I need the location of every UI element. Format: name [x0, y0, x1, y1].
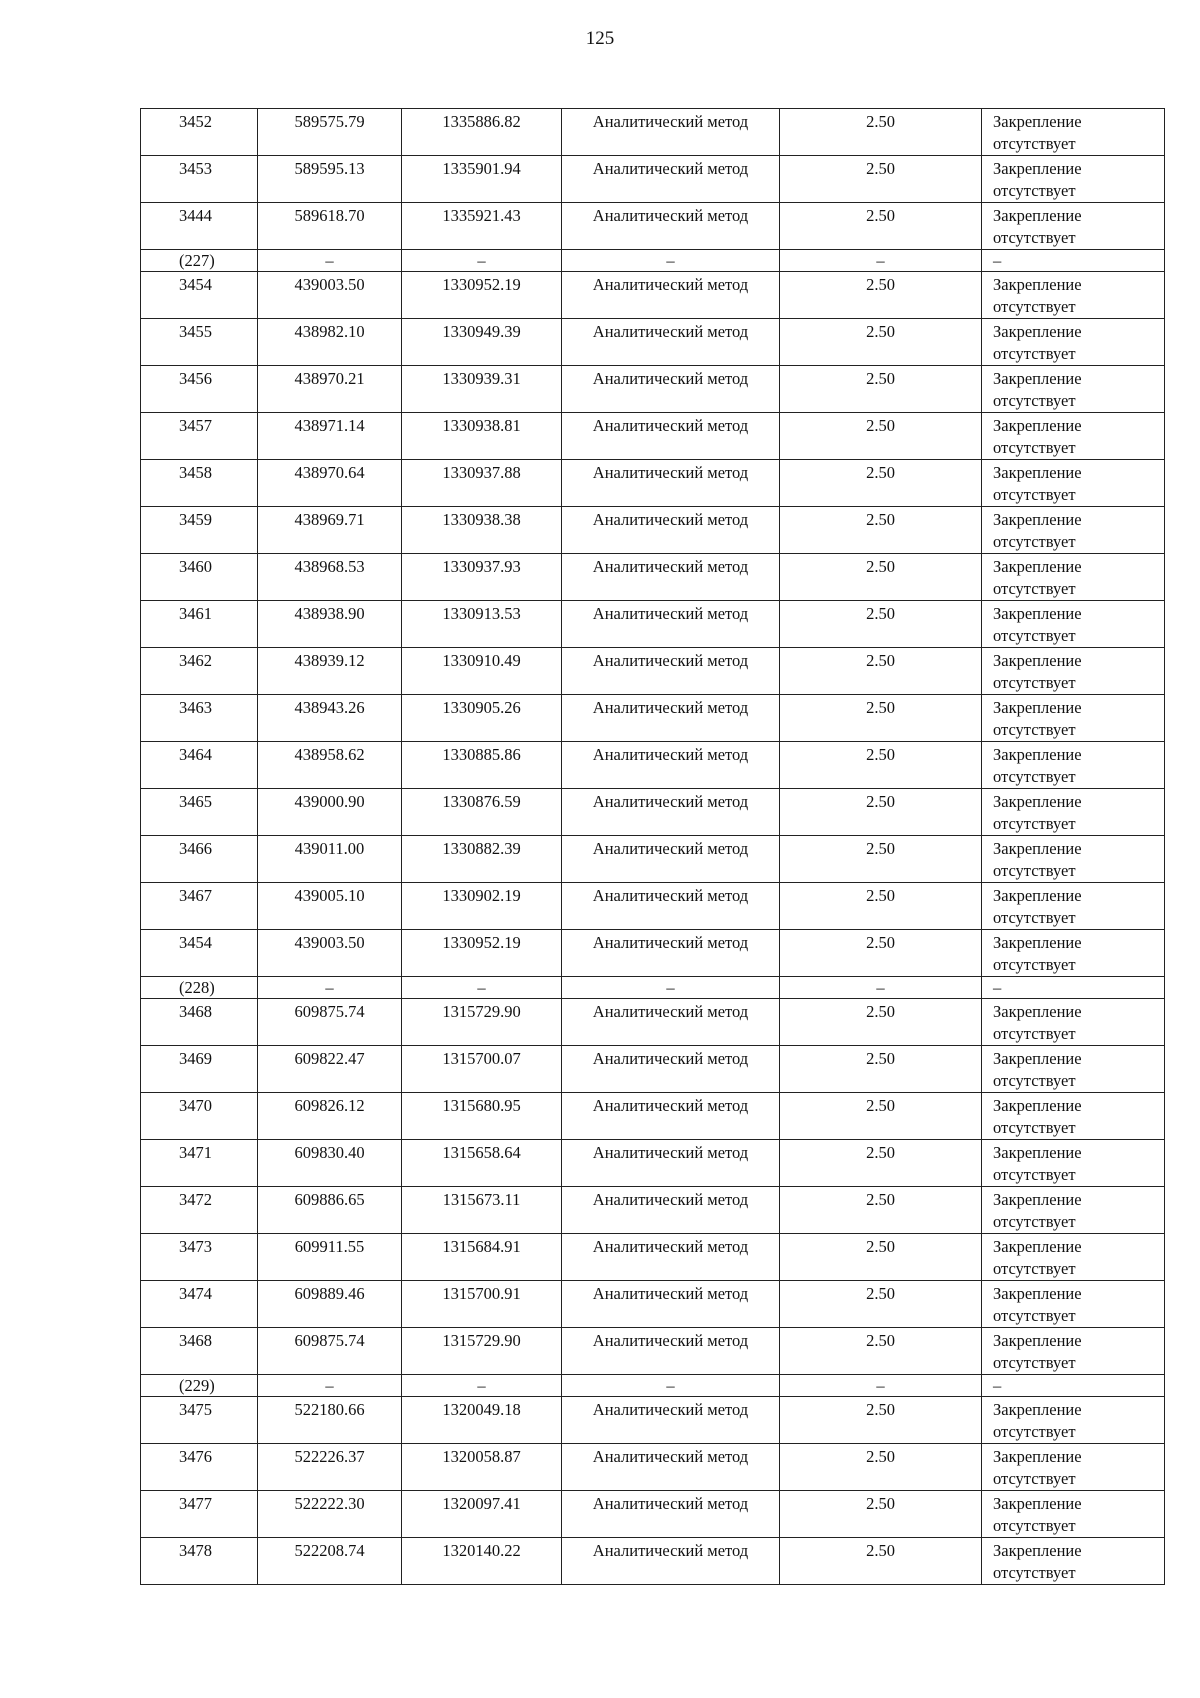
cell-fixing-description: Закрепление отсутствует	[982, 1046, 1165, 1093]
cell-coord-x: 439000.90	[258, 789, 402, 836]
cell-method: Аналитический метод	[562, 1328, 780, 1375]
cell-point-number: 3459	[141, 507, 258, 554]
table-row	[141, 460, 1165, 507]
table-row	[141, 648, 1165, 695]
cell-fixing-description: Закрепление отсутствует	[982, 507, 1165, 554]
cell-point-number: 3473	[141, 1234, 258, 1281]
cell-accuracy: 2.50	[780, 1538, 982, 1585]
cell-point-number: 3467	[141, 883, 258, 930]
cell-method: Аналитический метод	[562, 413, 780, 460]
cell-fixing-description: Закрепление отсутствует	[982, 1397, 1165, 1444]
table-row	[141, 1281, 1165, 1328]
cell-coord-y: –	[402, 250, 562, 272]
cell-coord-y: 1315680.95	[402, 1093, 562, 1140]
cell-coord-x: 609886.65	[258, 1187, 402, 1234]
cell-coord-y: 1315700.07	[402, 1046, 562, 1093]
cell-coord-x: 438968.53	[258, 554, 402, 601]
table-row	[141, 109, 1165, 156]
cell-fixing-description: Закрепление отсутствует	[982, 1444, 1165, 1491]
cell-coord-x: 522226.37	[258, 1444, 402, 1491]
cell-coord-x: 438939.12	[258, 648, 402, 695]
table-row	[141, 554, 1165, 601]
cell-accuracy: 2.50	[780, 1281, 982, 1328]
cell-accuracy: 2.50	[780, 999, 982, 1046]
cell-fixing-description: Закрепление отсутствует	[982, 319, 1165, 366]
cell-accuracy: 2.50	[780, 1046, 982, 1093]
cell-fixing-description: Закрепление отсутствует	[982, 203, 1165, 250]
cell-method: Аналитический метод	[562, 999, 780, 1046]
cell-point-number: 3460	[141, 554, 258, 601]
table-row	[141, 1328, 1165, 1375]
cell-accuracy: 2.50	[780, 1328, 982, 1375]
cell-coord-x: 609889.46	[258, 1281, 402, 1328]
cell-fixing-description: Закрепление отсутствует	[982, 1328, 1165, 1375]
cell-point-number: 3468	[141, 999, 258, 1046]
cell-coord-y: 1330913.53	[402, 601, 562, 648]
cell-point-number: 3470	[141, 1093, 258, 1140]
cell-coord-y: 1330938.81	[402, 413, 562, 460]
cell-fixing-description: Закрепление отсутствует	[982, 1187, 1165, 1234]
table-row	[141, 272, 1165, 319]
cell-point-number: (227)	[141, 250, 258, 272]
cell-accuracy: –	[780, 250, 982, 272]
cell-fixing-description: Закрепление отсутствует	[982, 554, 1165, 601]
cell-coord-x: 609875.74	[258, 1328, 402, 1375]
cell-coord-y: 1330939.31	[402, 366, 562, 413]
cell-accuracy: 2.50	[780, 1093, 982, 1140]
cell-fixing-description: Закрепление отсутствует	[982, 742, 1165, 789]
cell-coord-x: 609822.47	[258, 1046, 402, 1093]
cell-method: Аналитический метод	[562, 507, 780, 554]
cell-method: –	[562, 250, 780, 272]
table-row	[141, 366, 1165, 413]
cell-fixing-description: Закрепление отсутствует	[982, 109, 1165, 156]
cell-fixing-description: Закрепление отсутствует	[982, 1140, 1165, 1187]
cell-coord-y: 1330876.59	[402, 789, 562, 836]
table-row	[141, 601, 1165, 648]
cell-accuracy: 2.50	[780, 742, 982, 789]
cell-accuracy: 2.50	[780, 319, 982, 366]
cell-point-number: 3464	[141, 742, 258, 789]
cell-point-number: 3475	[141, 1397, 258, 1444]
cell-point-number: (228)	[141, 977, 258, 999]
cell-accuracy: –	[780, 1375, 982, 1397]
cell-method: Аналитический метод	[562, 203, 780, 250]
cell-coord-y: 1320058.87	[402, 1444, 562, 1491]
cell-method: Аналитический метод	[562, 930, 780, 977]
cell-coord-y: –	[402, 977, 562, 999]
cell-coord-x: 522180.66	[258, 1397, 402, 1444]
cell-fixing-description: –	[982, 977, 1165, 999]
cell-point-number: 3471	[141, 1140, 258, 1187]
cell-coord-y: 1320049.18	[402, 1397, 562, 1444]
cell-method: Аналитический метод	[562, 1234, 780, 1281]
cell-accuracy: 2.50	[780, 366, 982, 413]
table-row	[141, 1140, 1165, 1187]
cell-coord-y: 1335901.94	[402, 156, 562, 203]
cell-point-number: 3472	[141, 1187, 258, 1234]
cell-point-number: 3469	[141, 1046, 258, 1093]
cell-coord-y: –	[402, 1375, 562, 1397]
cell-coord-y: 1330938.38	[402, 507, 562, 554]
cell-fixing-description: Закрепление отсутствует	[982, 836, 1165, 883]
cell-method: Аналитический метод	[562, 1397, 780, 1444]
cell-point-number: (229)	[141, 1375, 258, 1397]
cell-coord-x: 439003.50	[258, 272, 402, 319]
cell-point-number: 3478	[141, 1538, 258, 1585]
cell-coord-x: 609875.74	[258, 999, 402, 1046]
table-row	[141, 1187, 1165, 1234]
cell-coord-y: 1330902.19	[402, 883, 562, 930]
cell-method: Аналитический метод	[562, 1140, 780, 1187]
cell-accuracy: 2.50	[780, 789, 982, 836]
cell-accuracy: 2.50	[780, 272, 982, 319]
cell-point-number: 3452	[141, 109, 258, 156]
cell-fixing-description: Закрепление отсутствует	[982, 1491, 1165, 1538]
cell-coord-x: 522222.30	[258, 1491, 402, 1538]
group-separator-row	[141, 1375, 1165, 1397]
cell-method: Аналитический метод	[562, 695, 780, 742]
cell-accuracy: 2.50	[780, 1140, 982, 1187]
cell-accuracy: 2.50	[780, 1444, 982, 1491]
cell-accuracy: 2.50	[780, 413, 982, 460]
cell-coord-x: –	[258, 250, 402, 272]
cell-point-number: 3456	[141, 366, 258, 413]
cell-point-number: 3453	[141, 156, 258, 203]
cell-accuracy: 2.50	[780, 156, 982, 203]
cell-method: Аналитический метод	[562, 156, 780, 203]
table-row	[141, 883, 1165, 930]
cell-method: Аналитический метод	[562, 272, 780, 319]
cell-coord-x: 589575.79	[258, 109, 402, 156]
coordinates-table	[140, 108, 1165, 1585]
cell-coord-y: 1320097.41	[402, 1491, 562, 1538]
table-row	[141, 1093, 1165, 1140]
cell-coord-x: 439003.50	[258, 930, 402, 977]
cell-fixing-description: Закрепление отсутствует	[982, 460, 1165, 507]
cell-point-number: 3477	[141, 1491, 258, 1538]
table-row	[141, 319, 1165, 366]
cell-fixing-description: Закрепление отсутствует	[982, 789, 1165, 836]
cell-fixing-description: Закрепление отсутствует	[982, 366, 1165, 413]
cell-coord-y: 1315673.11	[402, 1187, 562, 1234]
cell-coord-x: 438969.71	[258, 507, 402, 554]
table-row	[141, 930, 1165, 977]
cell-method: Аналитический метод	[562, 836, 780, 883]
cell-method: Аналитический метод	[562, 1538, 780, 1585]
cell-fixing-description: Закрепление отсутствует	[982, 930, 1165, 977]
table-row	[141, 695, 1165, 742]
cell-fixing-description: Закрепление отсутствует	[982, 1281, 1165, 1328]
table-row	[141, 1444, 1165, 1491]
table-row	[141, 1234, 1165, 1281]
cell-point-number: 3474	[141, 1281, 258, 1328]
cell-coord-y: 1330949.39	[402, 319, 562, 366]
cell-fixing-description: Закрепление отсутствует	[982, 1093, 1165, 1140]
cell-accuracy: –	[780, 977, 982, 999]
cell-coord-x: –	[258, 977, 402, 999]
cell-fixing-description: –	[982, 250, 1165, 272]
cell-method: –	[562, 1375, 780, 1397]
cell-point-number: 3461	[141, 601, 258, 648]
cell-coord-x: 609826.12	[258, 1093, 402, 1140]
table-row	[141, 999, 1165, 1046]
cell-accuracy: 2.50	[780, 601, 982, 648]
cell-fixing-description: Закрепление отсутствует	[982, 648, 1165, 695]
cell-method: Аналитический метод	[562, 460, 780, 507]
cell-accuracy: 2.50	[780, 1234, 982, 1281]
table-row	[141, 789, 1165, 836]
table-row	[141, 413, 1165, 460]
cell-point-number: 3444	[141, 203, 258, 250]
table-row	[141, 1046, 1165, 1093]
cell-coord-y: 1330937.88	[402, 460, 562, 507]
cell-method: Аналитический метод	[562, 1491, 780, 1538]
cell-coord-x: 589618.70	[258, 203, 402, 250]
cell-point-number: 3465	[141, 789, 258, 836]
cell-point-number: 3476	[141, 1444, 258, 1491]
cell-coord-y: 1330885.86	[402, 742, 562, 789]
cell-method: Аналитический метод	[562, 789, 780, 836]
table-row	[141, 1491, 1165, 1538]
cell-point-number: 3458	[141, 460, 258, 507]
cell-coord-y: 1315658.64	[402, 1140, 562, 1187]
table-row	[141, 1397, 1165, 1444]
cell-method: Аналитический метод	[562, 1187, 780, 1234]
page-number: 125	[585, 28, 615, 49]
cell-coord-x: 438938.90	[258, 601, 402, 648]
cell-coord-y: 1330937.93	[402, 554, 562, 601]
cell-point-number: 3455	[141, 319, 258, 366]
cell-coord-y: 1330952.19	[402, 930, 562, 977]
cell-method: Аналитический метод	[562, 319, 780, 366]
cell-method: Аналитический метод	[562, 109, 780, 156]
cell-coord-x: 438958.62	[258, 742, 402, 789]
cell-coord-y: 1315729.90	[402, 1328, 562, 1375]
cell-accuracy: 2.50	[780, 507, 982, 554]
cell-point-number: 3454	[141, 930, 258, 977]
cell-accuracy: 2.50	[780, 460, 982, 507]
cell-method: Аналитический метод	[562, 1281, 780, 1328]
cell-coord-x: 609830.40	[258, 1140, 402, 1187]
cell-fixing-description: Закрепление отсутствует	[982, 413, 1165, 460]
cell-coord-x: 439011.00	[258, 836, 402, 883]
cell-accuracy: 2.50	[780, 930, 982, 977]
table-row	[141, 203, 1165, 250]
table-row	[141, 836, 1165, 883]
cell-accuracy: 2.50	[780, 695, 982, 742]
cell-fixing-description: Закрепление отсутствует	[982, 883, 1165, 930]
cell-accuracy: 2.50	[780, 648, 982, 695]
cell-accuracy: 2.50	[780, 836, 982, 883]
cell-method: Аналитический метод	[562, 1046, 780, 1093]
cell-accuracy: 2.50	[780, 203, 982, 250]
cell-coord-y: 1315684.91	[402, 1234, 562, 1281]
group-separator-row	[141, 977, 1165, 999]
cell-coord-y: 1330910.49	[402, 648, 562, 695]
cell-fixing-description: Закрепление отсутствует	[982, 999, 1165, 1046]
cell-fixing-description: Закрепление отсутствует	[982, 695, 1165, 742]
cell-method: –	[562, 977, 780, 999]
cell-point-number: 3454	[141, 272, 258, 319]
cell-method: Аналитический метод	[562, 648, 780, 695]
cell-method: Аналитический метод	[562, 1444, 780, 1491]
table-body	[141, 109, 1165, 1585]
table-row	[141, 156, 1165, 203]
cell-accuracy: 2.50	[780, 554, 982, 601]
cell-coord-x: 438971.14	[258, 413, 402, 460]
cell-point-number: 3463	[141, 695, 258, 742]
cell-point-number: 3462	[141, 648, 258, 695]
cell-point-number: 3468	[141, 1328, 258, 1375]
cell-method: Аналитический метод	[562, 554, 780, 601]
cell-coord-x: 439005.10	[258, 883, 402, 930]
cell-accuracy: 2.50	[780, 883, 982, 930]
cell-fixing-description: Закрепление отсутствует	[982, 1538, 1165, 1585]
cell-coord-x: 438982.10	[258, 319, 402, 366]
cell-coord-x: –	[258, 1375, 402, 1397]
cell-coord-y: 1315700.91	[402, 1281, 562, 1328]
cell-coord-x: 589595.13	[258, 156, 402, 203]
cell-fixing-description: –	[982, 1375, 1165, 1397]
cell-accuracy: 2.50	[780, 1397, 982, 1444]
cell-coord-x: 438943.26	[258, 695, 402, 742]
cell-coord-x: 609911.55	[258, 1234, 402, 1281]
cell-accuracy: 2.50	[780, 1491, 982, 1538]
cell-coord-x: 438970.21	[258, 366, 402, 413]
cell-coord-y: 1330905.26	[402, 695, 562, 742]
group-separator-row	[141, 250, 1165, 272]
cell-coord-y: 1330952.19	[402, 272, 562, 319]
table-row	[141, 1538, 1165, 1585]
cell-coord-y: 1330882.39	[402, 836, 562, 883]
cell-point-number: 3457	[141, 413, 258, 460]
cell-coord-y: 1335886.82	[402, 109, 562, 156]
cell-coord-y: 1320140.22	[402, 1538, 562, 1585]
cell-fixing-description: Закрепление отсутствует	[982, 272, 1165, 319]
cell-accuracy: 2.50	[780, 1187, 982, 1234]
cell-method: Аналитический метод	[562, 1093, 780, 1140]
cell-fixing-description: Закрепление отсутствует	[982, 156, 1165, 203]
cell-fixing-description: Закрепление отсутствует	[982, 1234, 1165, 1281]
cell-method: Аналитический метод	[562, 883, 780, 930]
table-row	[141, 507, 1165, 554]
cell-coord-y: 1335921.43	[402, 203, 562, 250]
cell-coord-x: 522208.74	[258, 1538, 402, 1585]
cell-coord-y: 1315729.90	[402, 999, 562, 1046]
cell-method: Аналитический метод	[562, 366, 780, 413]
table-row	[141, 742, 1165, 789]
cell-method: Аналитический метод	[562, 601, 780, 648]
cell-accuracy: 2.50	[780, 109, 982, 156]
cell-method: Аналитический метод	[562, 742, 780, 789]
cell-point-number: 3466	[141, 836, 258, 883]
cell-fixing-description: Закрепление отсутствует	[982, 601, 1165, 648]
cell-coord-x: 438970.64	[258, 460, 402, 507]
